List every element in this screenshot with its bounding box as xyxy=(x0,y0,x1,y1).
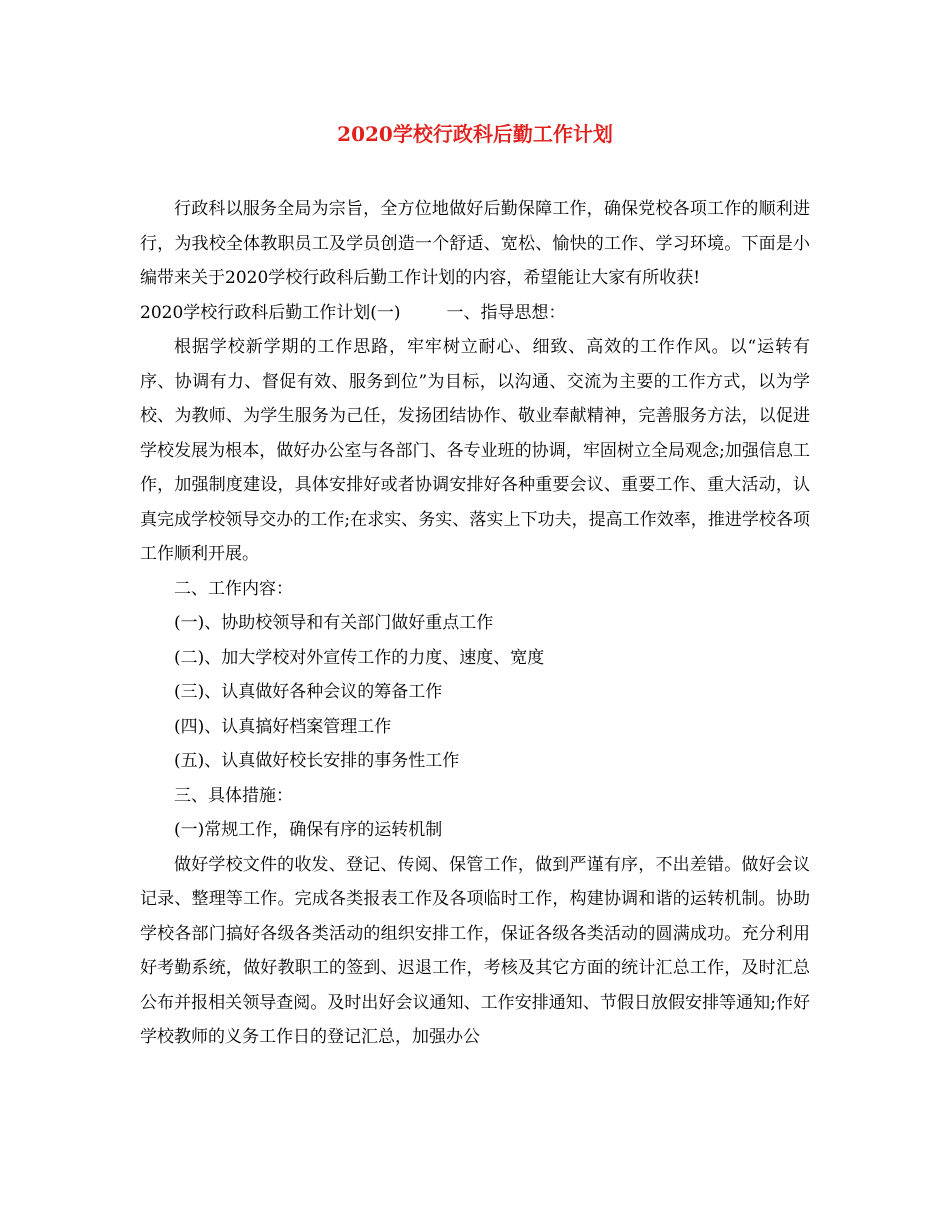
section2-item: (一)、协助校领导和有关部门做好重点工作 xyxy=(174,613,494,633)
section3-heading: 三、具体措施： xyxy=(174,785,293,806)
intro-paragraph: 行政科以服务全局为宗旨，全方位地做好后勤保障工作，确保党校各项工作的顺利进行，为我校全体教职员工及学员创造一个舒适、宽松、愉快的工作、学习环境。下面是小编带来关于2020学校行政科后勤工作计划的内容，希望能让大家有所收获! xyxy=(140,199,810,288)
section2-item: (四)、认真搞好档案管理工作 xyxy=(174,716,392,737)
section3-subheading: (一)常规工作，确保有序的运转机制 xyxy=(174,820,443,840)
plan-heading-line xyxy=(140,296,810,331)
section1-paragraph: 根据学校新学期的工作思路，牢牢树立耐心、细致、高效的工作作风。以“运转有序、协调有力、督促有效、服务到位”为目标，以沟通、交流为主要的工作方式，以为学校、为教师、为学生服务为己任，发扬团结协作、敬业奉献精神，完善服务方法，以促进学校发展为根本，做好办公室与各部门、各专业班的协调，牢固树立全局观念;加强信息工作，加强制度建设，具体安排好或者协调安排好各种重要会议、重要工作、重大活动，认真完成学校领导交办的工作;在求实、务实、落实上下功夫，提高工作效率，推进学校各项工作顺利开展。 xyxy=(140,337,810,564)
document-title: 2020学校行政科后勤工作计划 xyxy=(337,122,613,146)
section1-heading: 一、指导思想： xyxy=(446,302,566,323)
section2-heading: 二、工作内容： xyxy=(174,578,293,599)
section2-item: (五)、认真做好校长安排的事务性工作 xyxy=(174,751,460,771)
section2-item: (二)、加大学校对外宣传工作的力度、速度、宽度 xyxy=(174,647,545,668)
document-body xyxy=(140,192,810,1055)
plan-heading: 2020学校行政科后勤工作计划(一) xyxy=(140,302,401,323)
section2-item: (三)、认真做好各种会议的筹备工作 xyxy=(174,682,443,702)
section3-paragraph: 做好学校文件的收发、登记、传阅、保管工作，做到严谨有序，不出差错。做好会议记录、整理等工作。完成各类报表工作及各项临时工作，构建协调和谐的运转机制。协助学校各部门搞好各级各类活动的组织安排工作，保证各级各类活动的圆满成功。充分利用好考勤系统，做好教职工的签到、迟退工作，考核及其它方面的统计汇总工作，及时汇总公布并报相关领导查阅。及时出好会议通知、工作安排通知、节假日放假安排等通知;作好学校教师的义务工作日的登记汇总，加强办公 xyxy=(140,854,810,1047)
